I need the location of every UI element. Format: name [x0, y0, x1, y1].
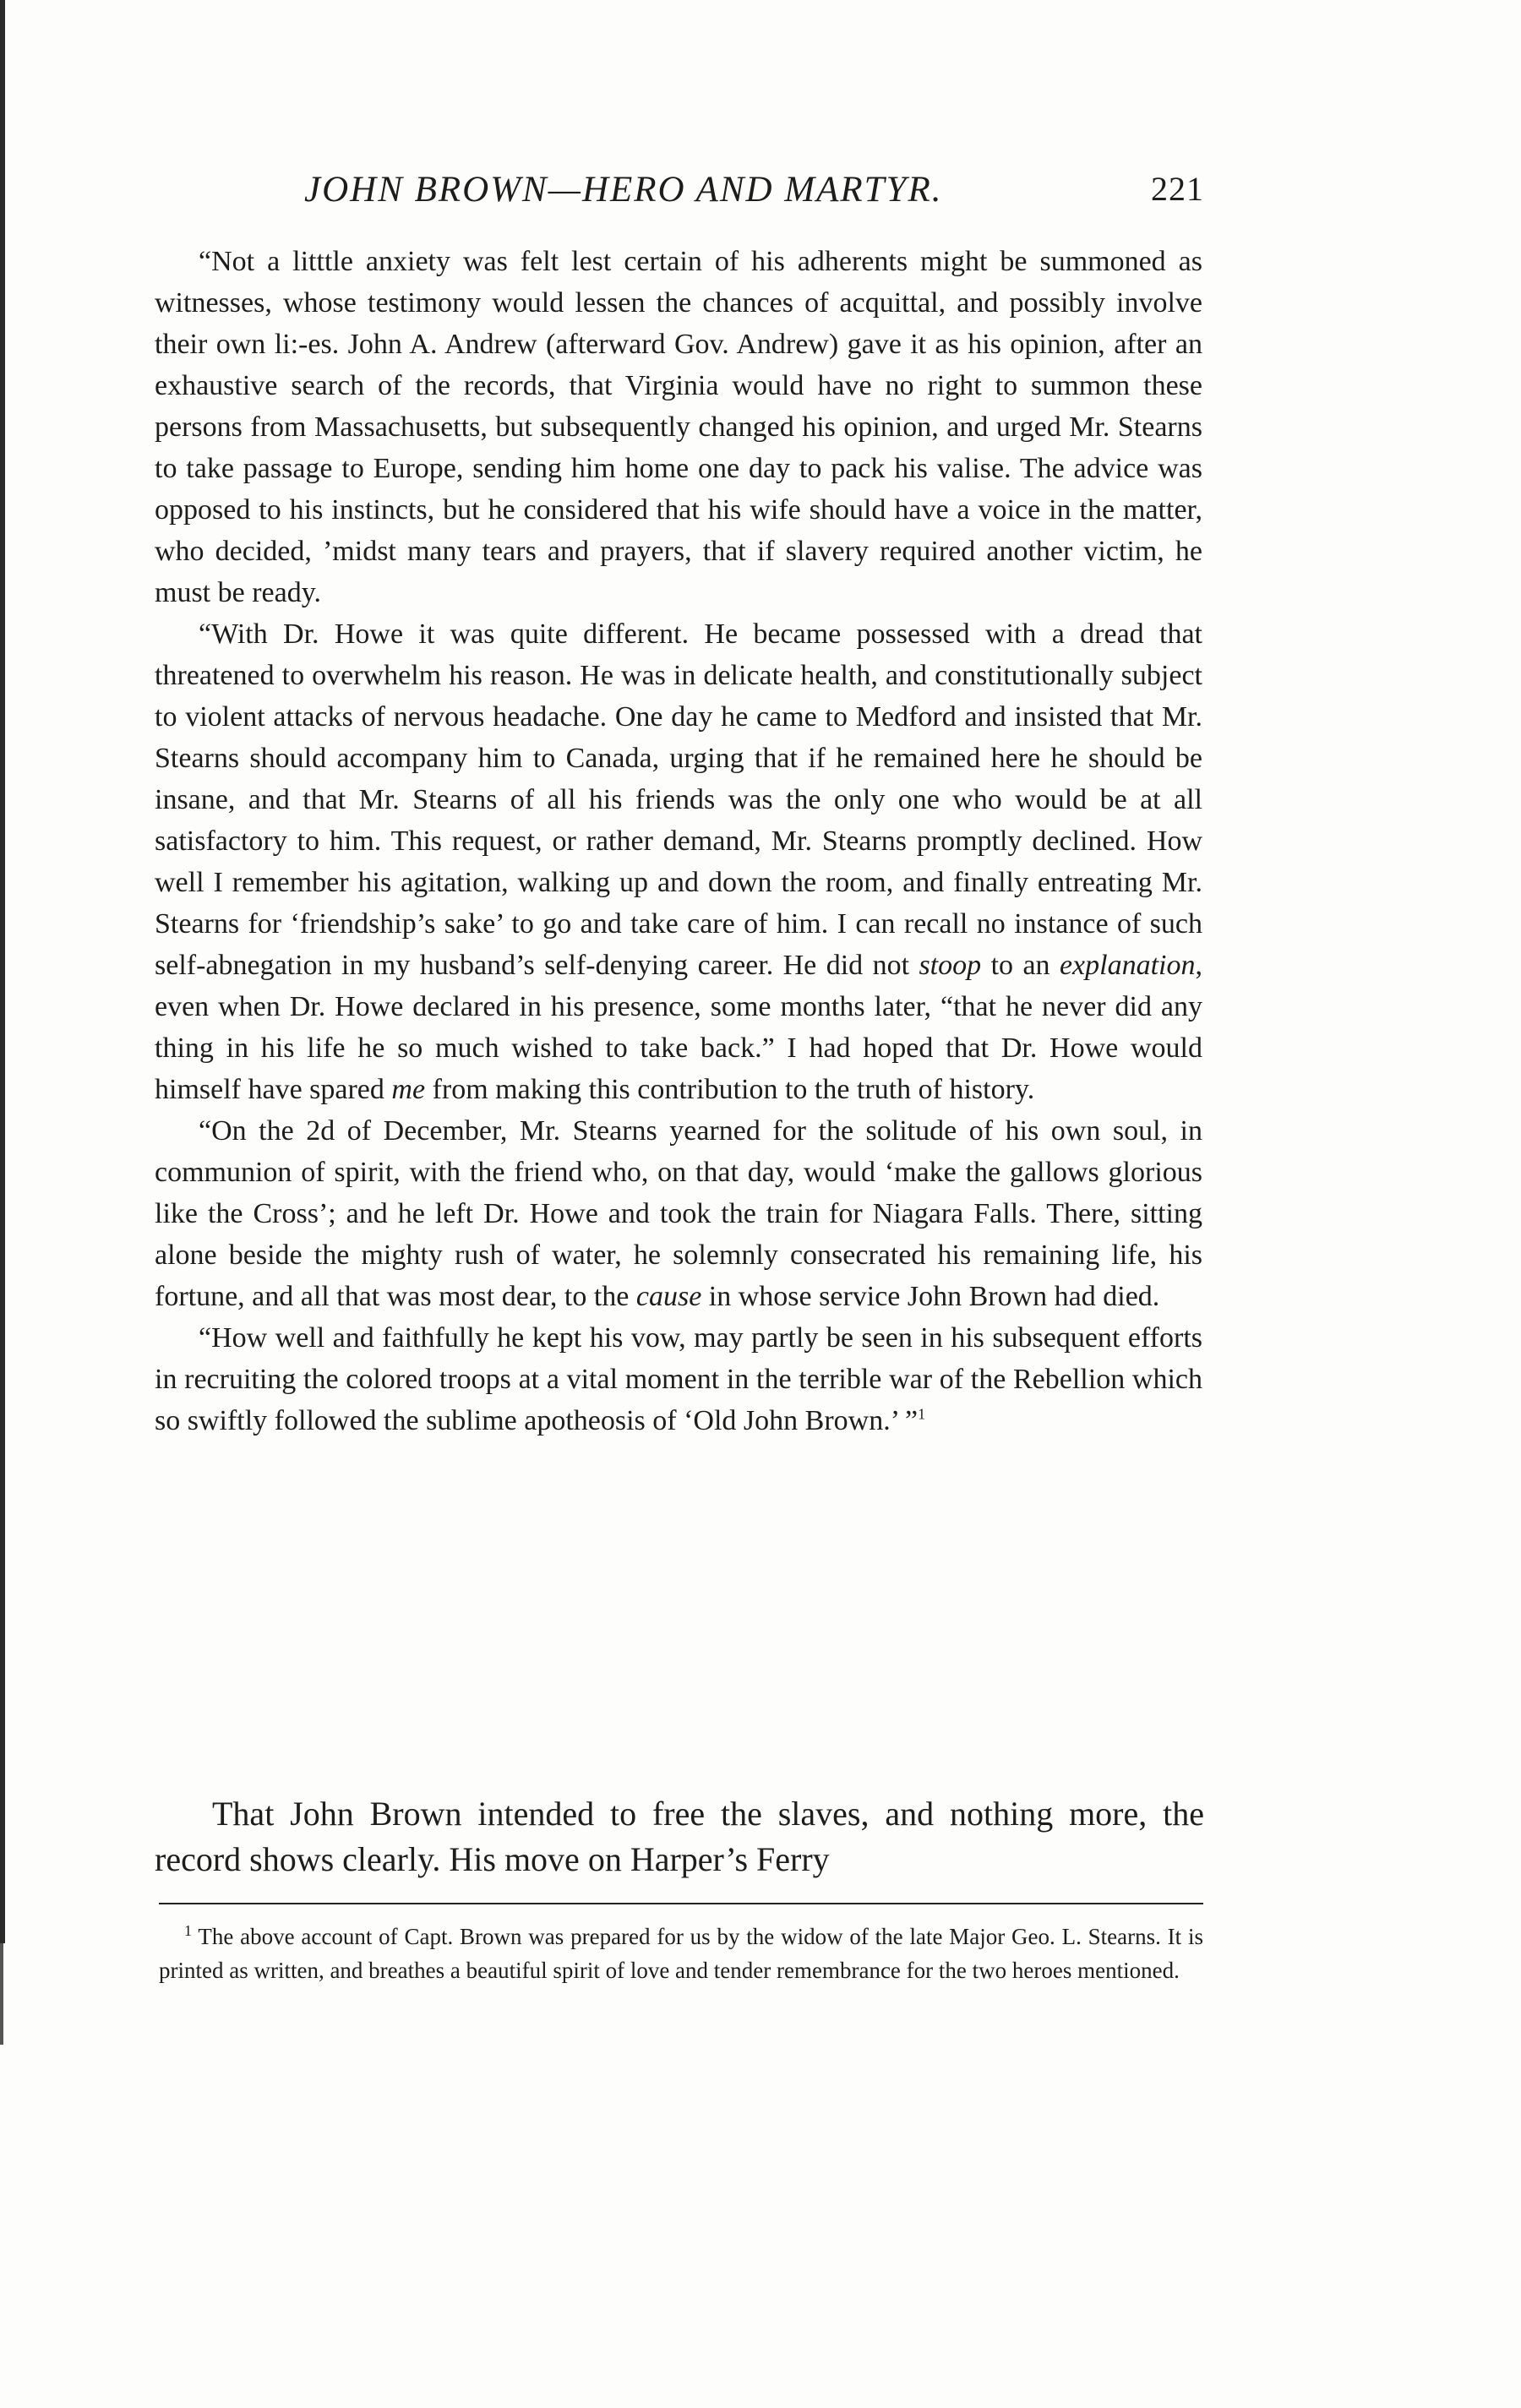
- running-title: JOHN BROWN—HERO AND MARTYR.: [304, 170, 943, 210]
- emphasized-word: stoop: [919, 950, 982, 981]
- text-segment: , even when Dr. Howe declared in his presence, some months later, “that he never did any thing in his life he so much wished to take back.” I had hoped that Dr. Howe would himself have spared: [155, 950, 1202, 1105]
- quoted-paragraph: [155, 613, 1202, 1110]
- page-number: 221: [1151, 170, 1204, 208]
- text-segment: in whose service John Brown had died.: [701, 1281, 1160, 1312]
- running-head: [156, 169, 1204, 220]
- footnote-rule: [159, 1903, 1203, 1904]
- text-segment: to an: [981, 950, 1060, 981]
- emphasized-word: explanation: [1059, 950, 1196, 981]
- footnote-reference: 1: [918, 1405, 926, 1423]
- quoted-paragraph: [155, 1317, 1202, 1441]
- quoted-paragraph: [155, 1110, 1202, 1317]
- footnote: [159, 1920, 1203, 1987]
- page-binding-edge-lower: [0, 1943, 3, 2045]
- text-segment: “With Dr. Howe it was quite different. He became possessed with a dread that threatened to overwhelm his reason. He was in delicate health, and constitutionally subject to violent attacks of nervous headache. One day he came to Medford and insisted that Mr. Stearns should accompany him to Canada, urging that if he remained here he should be insane, and that Mr. Stearns of all his friends was the only one who would be at all satisfactory to him. This request, or rather demand, Mr. Stearns promptly declined. How well I remember his agitation, walking up and down the room, and finally entreating Mr. Stearns for ‘friendship’s sake’ to go and take care of him. I can recall no instance of such self-abnegation in my husband’s self-denying career. He did not: [155, 618, 1202, 981]
- quoted-paragraph: [155, 241, 1202, 613]
- main-text: [155, 1791, 1204, 1882]
- footnote-marker: 1: [184, 1922, 192, 1939]
- emphasized-word: cause: [635, 1281, 702, 1312]
- text-segment: from making this contribution to the truth of history.: [425, 1074, 1035, 1105]
- text-segment: “Not a litttle anxiety was felt lest certain of his adherents might be summoned as witnesses, whose testimony would lessen the chances of acquittal, and possibly involve their own li:-es. John A. Andrew (afterward Gov. Andrew) gave it as his opinion, after an exhaustive search of the records, that Virginia would have no right to summon these persons from Massachusetts, but subsequently changed his opinion, and urged Mr. Stearns to take passage to Europe, sending him home one day to pack his valise. The advice was opposed to his instincts, but he considered that his wife should have a voice in the matter, who decided, ’midst many tears and prayers, that if slavery required another victim, he must be ready.: [155, 246, 1202, 608]
- page-binding-edge: [0, 0, 5, 1943]
- text-segment: “How well and faithfully he kept his vow, may partly be seen in his subsequent efforts in recruiting the colored troops at a vital moment in the terrible war of the Rebellion which so swiftly followed the sublime apotheosis of ‘Old John Brown.’ ”: [155, 1322, 1202, 1436]
- footnotes: [159, 1920, 1203, 1987]
- text-segment: “On the 2d of December, Mr. Stearns yearned for the solitude of his own soul, in communion of spirit, with the friend who, on that day, would ‘make the gallows glorious like the Cross’; and he left Dr. Howe and took the train for Niagara Falls. There, sitting alone beside the mighty rush of water, he solemnly consecrated his remaining life, his fortune, and all that was most dear, to the: [155, 1115, 1202, 1312]
- main-paragraph: That John Brown intended to free the slaves, and nothing more, the record shows clearly. His move on Harper’s Ferry: [155, 1795, 1204, 1878]
- quoted-testimony: [155, 241, 1202, 1441]
- footnote-text: The above account of Capt. Brown was prepared for us by the widow of the late Major Geo. L. Stearns. It is printed as written, and breathes a beautiful spirit of love and tender remembrance for the two heroes mentioned.: [159, 1924, 1203, 1983]
- emphasized-word: me: [391, 1074, 426, 1105]
